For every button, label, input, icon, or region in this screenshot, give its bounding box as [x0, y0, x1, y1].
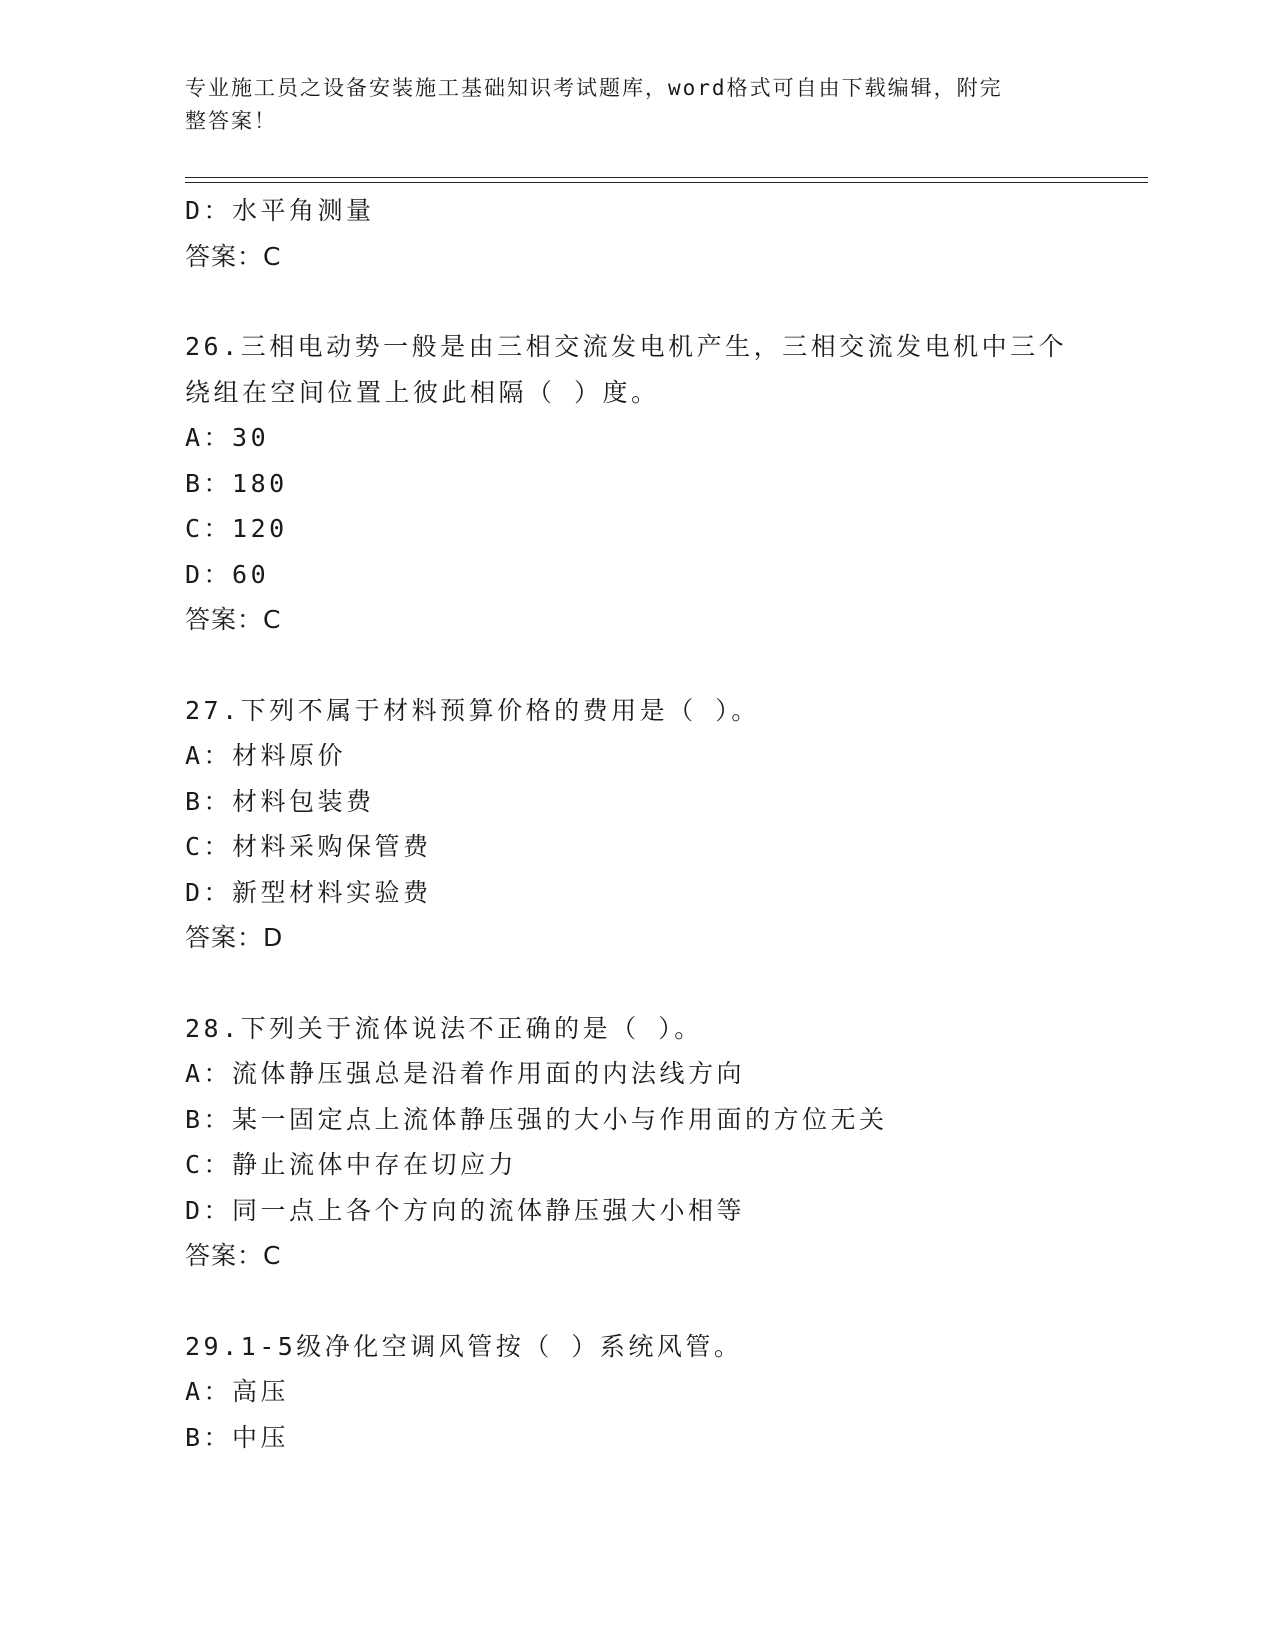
question-stem: 28.下列关于流体说法不正确的是（ ）。	[185, 1013, 703, 1043]
document-header	[185, 72, 1065, 138]
header-divider-top	[185, 177, 1148, 178]
question-stem-line-2: 绕组在空间位置上彼此相隔（ ）度。	[185, 377, 660, 407]
option-b: B：某一固定点上流体静压强的大小与作用面的方位无关	[185, 1104, 888, 1134]
answer: 答案：C	[185, 241, 282, 271]
spacer	[185, 643, 1085, 688]
option-c: C：静止流体中存在切应力	[185, 1150, 518, 1179]
question-27	[185, 688, 1085, 961]
answer: 答案：C	[185, 1241, 282, 1270]
option-a: A：流体静压强总是沿着作用面的内法线方向	[185, 1059, 746, 1088]
header-line-1: 专业施工员之设备安装施工基础知识考试题库，word格式可自由下载编辑，附完	[185, 76, 1003, 100]
question-25-tail	[185, 188, 1085, 279]
question-26	[185, 324, 1085, 643]
option-a: A：材料原价	[185, 741, 347, 770]
option-b: B：180	[185, 468, 288, 498]
option-d: D：新型材料实验费	[185, 877, 432, 907]
answer: 答案：C	[185, 605, 282, 634]
question-list	[185, 188, 1085, 1460]
header-divider-bottom	[185, 182, 1148, 183]
option-d: D：水平角测量	[185, 196, 375, 225]
option-a: A：高压	[185, 1377, 290, 1406]
option-b: B：材料包装费	[185, 786, 375, 816]
answer: 答案：D	[185, 923, 284, 952]
question-29	[185, 1324, 1085, 1461]
option-d: D：同一点上各个方向的流体静压强大小相等	[185, 1195, 746, 1225]
option-a: A：30	[185, 423, 270, 452]
question-stem-line-1: 26.三相电动势一般是由三相交流发电机产生，三相交流发电机中三个	[185, 332, 1068, 361]
option-c: C：120	[185, 514, 288, 543]
header-line-2: 整答案！	[185, 109, 277, 133]
question-stem: 29.1-5级净化空调风管按（ ）系统风管。	[185, 1331, 743, 1361]
spacer	[185, 961, 1085, 1006]
option-b: B：中压	[185, 1422, 290, 1452]
spacer	[185, 279, 1085, 324]
option-c: C：材料采购保管费	[185, 832, 432, 861]
question-28	[185, 1006, 1085, 1279]
spacer	[185, 1279, 1085, 1324]
option-d: D：60	[185, 559, 270, 589]
question-stem: 27.下列不属于材料预算价格的费用是（ ）。	[185, 695, 760, 725]
